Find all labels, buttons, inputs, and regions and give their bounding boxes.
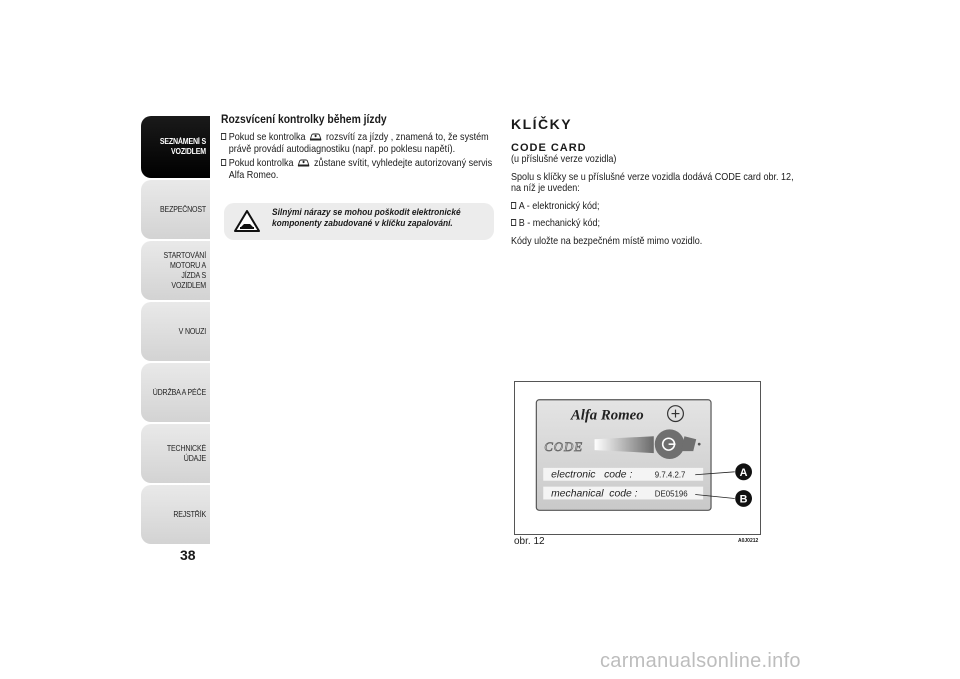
immobilizer-warning-icon <box>309 131 323 142</box>
tab-startovani[interactable]: STARTOVÁNÍ MOTORU A JÍZDA S VOZIDLEM <box>141 241 210 300</box>
immobilizer-warning-icon <box>297 157 311 168</box>
checkbox-bullet-icon <box>511 202 516 209</box>
tab-v-nouzi[interactable]: V NOUZI <box>141 302 210 361</box>
right-column <box>511 116 811 247</box>
outro-paragraph: Kódy uložte na bezpečném místě mimo vozidlo. <box>511 234 703 247</box>
section-subheading: CODE CARD <box>511 142 587 154</box>
card-brand-text: Alfa Romeo <box>570 407 644 424</box>
page-title: KLÍČKY <box>511 116 573 132</box>
mechanical-code-value: DE05196 <box>654 489 688 499</box>
section-heading: Rozsvícení kontrolky během jízdy <box>221 114 387 126</box>
mechanical-code-label: mechanical code : <box>551 488 638 500</box>
tab-seznameni[interactable]: SEZNÁMENÍ S VOZIDLEM <box>141 116 210 178</box>
electronic-code-value: 9.7.4.2.7 <box>654 470 686 480</box>
list-item: B - mechanický kód; <box>511 218 803 230</box>
page-number: 38 <box>180 547 196 563</box>
watermark: carmanualsonline.info <box>600 650 801 672</box>
tab-technicke-udaje[interactable]: TECHNICKÉ ÚDAJE <box>141 424 210 483</box>
tab-udrzba[interactable]: ÚDRŽBA A PÉČE <box>141 363 210 422</box>
figure-caption: obr. 12 <box>514 536 545 547</box>
warning-triangle-icon <box>233 209 261 233</box>
code-card-illustration <box>515 382 760 534</box>
code-card-figure <box>514 381 761 535</box>
callout-a-label: A <box>739 466 748 479</box>
card-code-label: CODE <box>544 440 584 455</box>
callout-b-label: B <box>739 493 748 506</box>
checkbox-bullet-icon <box>221 159 226 166</box>
left-column <box>221 114 496 181</box>
warning-box <box>224 203 494 240</box>
checkbox-bullet-icon <box>511 219 516 226</box>
figure-image-code: A0J0212 <box>738 538 759 544</box>
bullet-item: Pokud kontrolka zůstane svítit, vyhledejte autorizovaný servis Alfa Romeo. <box>221 157 496 181</box>
electronic-code-label: electronic code : <box>551 469 633 481</box>
checkbox-bullet-icon <box>221 133 226 140</box>
bullet-item: Pokud se kontrolka rozsvítí za jízdy , znamená to, že systém právě provádí autodiagnostiku (např. po poklesu napětí). <box>221 131 496 155</box>
list-item: A - elektronický kód; <box>511 201 803 213</box>
version-note: (u příslušné verze vozidla) <box>511 153 617 165</box>
tab-bezpecnost[interactable]: BEZPEČNOST <box>141 180 210 239</box>
chapter-tabs <box>141 116 210 546</box>
intro-paragraph: Spolu s klíčky se u příslušné verze vozidla dodává CODE card obr. 12, na níž je uveden: <box>511 170 794 194</box>
tab-rejstrik[interactable]: REJSTŘÍK <box>141 485 210 544</box>
warning-text: Silnými nárazy se mohou poškodit elektronické komponenty zabudované v klíčku zapalování. <box>272 207 461 229</box>
